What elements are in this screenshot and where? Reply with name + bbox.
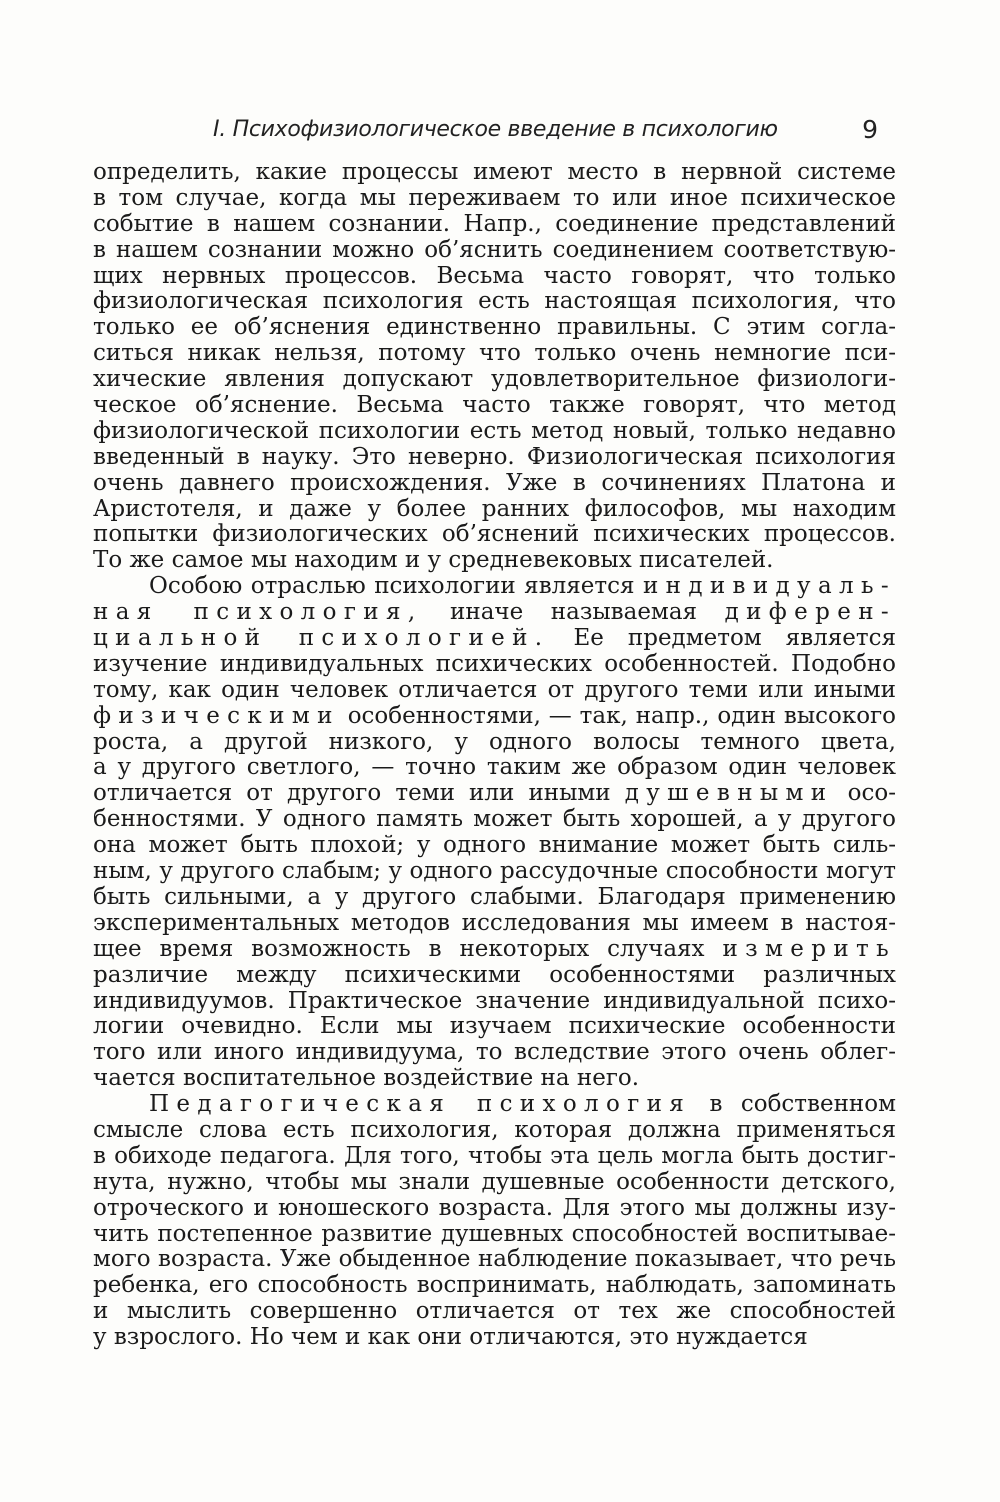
- chapter-title: I. Психофизиологическое введение в психологию: [213, 117, 778, 142]
- text-segment: того или иного индивидуума, то вследствие этого очень облег-: [93, 1039, 896, 1066]
- text-segment: Особою отраслью психологии является: [149, 573, 643, 600]
- spaced-emphasis: душевными: [624, 780, 834, 807]
- text-line: [93, 160, 896, 186]
- spaced-emphasis: индивидуаль-: [642, 573, 896, 600]
- text-segment: в собственном: [691, 1091, 896, 1118]
- text-line: [93, 1325, 896, 1351]
- text-segment: экспериментальных методов исследования мы имеем в настоя-: [93, 909, 896, 936]
- text-line: [93, 1273, 896, 1299]
- text-segment: бенностями. У одного память может быть хорошей, а у другого: [93, 806, 896, 833]
- text-line: [93, 315, 896, 341]
- text-line: [93, 1092, 896, 1118]
- text-line: [93, 833, 896, 859]
- text-line: [93, 1014, 896, 1040]
- text-segment: Ее предметом является: [549, 625, 896, 652]
- text-segment: в том случае, когда мы переживаем то или иное психическое: [93, 184, 896, 211]
- text-segment: индивидуумов. Практическое значение индивидуальной психо-: [93, 987, 896, 1014]
- text-line: [93, 212, 896, 238]
- text-line: [93, 419, 896, 445]
- text-segment: мого возраста. Уже обыденное наблюдение показывает, что речь: [93, 1246, 896, 1273]
- text-line: [93, 755, 896, 781]
- text-line: [93, 911, 896, 937]
- text-segment: в обиходе педагога. Для того, чтобы эта цель могла быть достиг-: [93, 1142, 896, 1169]
- text-line: [93, 807, 896, 833]
- text-segment: очень давнего происхождения. Уже в сочинениях Платона и: [93, 469, 896, 496]
- text-segment: ным, у другого слабым; у одного рассудочные способности могут: [93, 858, 896, 885]
- text-segment: ситься никак нельзя, потому что только очень немногие пси-: [93, 340, 896, 367]
- text-line: [93, 1222, 896, 1248]
- text-line: [93, 885, 896, 911]
- text-line: [93, 1040, 896, 1066]
- text-line: [93, 1144, 896, 1170]
- text-segment: нута, нужно, чтобы мы знали душевные особенности детского,: [93, 1168, 896, 1195]
- spaced-emphasis: Педагогическая психология: [149, 1091, 692, 1118]
- text-segment: чается воспитательное воздействие на него.: [93, 1065, 640, 1092]
- text-line: [93, 1066, 896, 1092]
- text-line: [93, 289, 896, 315]
- text-segment: отличается от другого теми или иными: [93, 780, 625, 807]
- text-line: [93, 1118, 896, 1144]
- text-line: [93, 1247, 896, 1273]
- text-segment: иначе называемая: [422, 599, 725, 626]
- text-segment: хические явления допускают удовлетворительное физиологи-: [93, 366, 896, 393]
- text-segment: в нашем сознании можно об’яснить соединением соответствую-: [93, 236, 896, 263]
- text-line: [93, 522, 896, 548]
- text-line: [93, 186, 896, 212]
- book-page: [93, 0, 896, 1502]
- text-line: [93, 238, 896, 264]
- text-segment: у взрослого. Но чем и как они отличаются, это нуждается: [93, 1324, 808, 1351]
- text-segment: введенный в науку. Это неверно. Физиологическая психология: [93, 443, 896, 470]
- text-segment: отроческого и юношеского возраста. Для этого мы должны изу-: [93, 1194, 896, 1221]
- text-segment: логии очевидно. Если мы изучаем психические особенности: [93, 1013, 896, 1040]
- text-line: [93, 367, 896, 393]
- text-segment: а у другого светлого, — точно таким же образом один человек: [93, 754, 896, 781]
- text-line: [93, 1170, 896, 1196]
- text-line: [93, 574, 896, 600]
- spaced-emphasis: физическими: [93, 702, 340, 729]
- text-line: [93, 937, 896, 963]
- text-segment: и мыслить совершенно отличается от тех же способностей: [93, 1298, 896, 1325]
- text-segment: определить, какие процессы имеют место в нервной системе: [93, 159, 896, 185]
- text-line: [93, 497, 896, 523]
- text-line: [93, 652, 896, 678]
- text-segment: только ее об’яснения единственно правильны. С этим согла-: [93, 314, 896, 341]
- text-segment: попытки физиологических об’яснений психических процессов.: [93, 521, 896, 548]
- text-segment: различие между психическими особенностями различных: [93, 961, 896, 988]
- text-line: [93, 445, 896, 471]
- text-line: [93, 264, 896, 290]
- spaced-emphasis: циальной психологией.: [93, 625, 550, 652]
- spaced-emphasis: измерить: [722, 935, 896, 962]
- paragraph: [93, 160, 896, 574]
- text-segment: щих нервных процессов. Весьма часто говорят, что только: [93, 262, 896, 289]
- text-segment: смысле слова есть психология, которая должна применяться: [93, 1116, 896, 1143]
- text-segment: физиологической психологии есть метод новый, только недавно: [93, 417, 896, 444]
- text-segment: То же самое мы находим и у средневековых писателей.: [93, 547, 774, 574]
- text-segment: тому, как один человек отличается от другого теми или иными: [93, 676, 896, 703]
- page-number: 9: [862, 115, 878, 144]
- text-line: [93, 989, 896, 1015]
- text-segment: Аристотеля, и даже у более ранних философов, мы находим: [93, 495, 896, 522]
- text-line: [93, 341, 896, 367]
- text-line: [93, 859, 896, 885]
- text-line: [93, 704, 896, 730]
- text-line: [93, 393, 896, 419]
- text-segment: осо-: [833, 780, 896, 807]
- text-segment: изучение индивидуальных психических особенностей. Подобно: [93, 650, 896, 677]
- text-segment: физиологическая психология есть настоящая психология, что: [93, 288, 896, 315]
- text-line: [93, 600, 896, 626]
- text-segment: она может быть плохой; у одного внимание может быть силь-: [93, 832, 896, 859]
- text-line: [93, 730, 896, 756]
- text-line: [93, 1299, 896, 1325]
- text-segment: особенностями, — так, напр., один высокого: [339, 702, 896, 729]
- text-segment: чить постепенное развитие душевных способностей воспитывае-: [93, 1220, 896, 1247]
- text-line: [93, 471, 896, 497]
- paragraph: [93, 574, 896, 1092]
- text-line: [93, 678, 896, 704]
- running-header: [93, 113, 896, 147]
- text-line: [93, 548, 896, 574]
- text-segment: роста, а другой низкого, у одного волосы темного цвета,: [93, 728, 896, 755]
- text-segment: событие в нашем сознании. Напр., соединение представлений: [93, 210, 896, 237]
- text-line: [93, 963, 896, 989]
- text-segment: ребенка, его способность воспринимать, наблюдать, запоминать: [93, 1272, 896, 1299]
- text-line: [93, 626, 896, 652]
- text-line: [93, 1196, 896, 1222]
- body-text: [93, 160, 896, 1351]
- spaced-emphasis: диферен-: [724, 599, 897, 626]
- text-line: [93, 781, 896, 807]
- text-segment: быть сильными, а у другого слабыми. Благодаря применению: [93, 883, 896, 910]
- text-segment: щее время возможность в некоторых случаях: [93, 935, 723, 962]
- spaced-emphasis: ная психология,: [93, 599, 423, 626]
- paragraph: [93, 1092, 896, 1351]
- text-segment: ческое об’яснение. Весьма часто также говорят, что метод: [93, 392, 896, 419]
